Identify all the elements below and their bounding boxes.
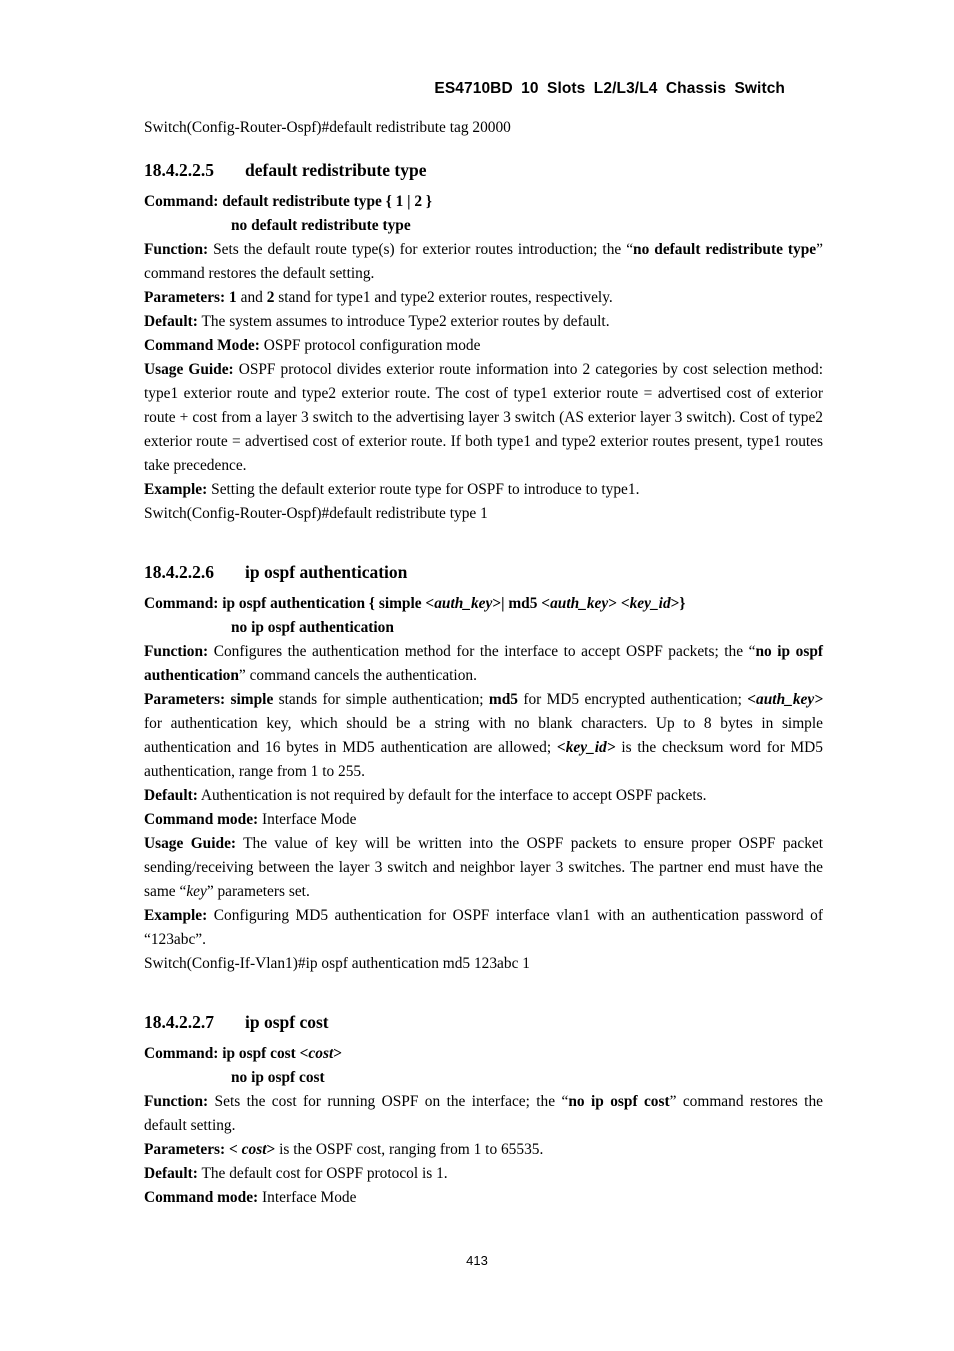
command-no-line: no default redistribute type (231, 217, 411, 234)
section-number: 18.4.2.2.5 (144, 160, 214, 180)
command-no-line: no ip ospf cost (231, 1069, 325, 1086)
command-line: Command: ip ospf cost <cost> (144, 1045, 342, 1062)
running-header: ES4710BD 10 Slots L2/L3/L4 Chassis Switch (434, 80, 785, 97)
example-paragraph: Example: Setting the default exterior route type for OSPF to introduce to type1. (144, 481, 640, 498)
command-line: Command: default redistribute type { 1 | 2 } (144, 193, 432, 210)
parameters-paragraph: Parameters: simple stands for simple authentication; md5 for MD5 encrypted authentication; <auth_key> for authentication key, which should be a string with no blank characters. Up to 8 bytes in simple authentication and 16 bytes in MD5 authentication are allowed; <key_id> is the checksum word for MD5 authentication, range from 1 to 255. (144, 691, 823, 780)
section-ip-ospf-cost (144, 1009, 823, 1210)
parameters-paragraph: Parameters: 1 and 2 stand for type1 and type2 exterior routes, respectively. (144, 289, 613, 306)
function-paragraph: Function: Sets the default route type(s) for exterior routes introduction; the “no default redistribute type” command restores the default setting. (144, 241, 823, 282)
section-heading (144, 559, 823, 585)
example-paragraph: Example: Configuring MD5 authentication for OSPF interface vlan1 with an authentication password of “123abc”. (144, 907, 823, 948)
function-paragraph: Function: Configures the authentication method for the interface to accept OSPF packets; the “no ip ospf authentication” command cancels the authentication. (144, 643, 824, 684)
example-command: Switch(Config-Router-Ospf)#default redistribute type 1 (144, 505, 488, 522)
parameters-paragraph: Parameters: < cost> is the OSPF cost, ranging from 1 to 65535. (144, 1141, 544, 1158)
page-body (144, 116, 823, 1210)
section-title: ip ospf authentication (245, 562, 408, 582)
section-number: 18.4.2.2.6 (144, 562, 214, 582)
function-paragraph: Function: Sets the cost for running OSPF on the interface; the “no ip ospf cost” command restores the default setting. (144, 1093, 823, 1134)
section-ip-ospf-authentication (144, 559, 823, 976)
default-paragraph: Default: The default cost for OSPF protocol is 1. (144, 1165, 448, 1182)
command-line: Command: ip ospf authentication { simple <auth_key>| md5 <auth_key> <key_id>} (144, 595, 686, 612)
usage-guide-paragraph: Usage Guide: The value of key will be written into the OSPF packets to ensure proper OSPF packet sending/receiving between the layer 3 switch and neighbor layer 3 switches. The partner end must have the same “key” parameters set. (144, 835, 823, 900)
page-number: 413 (466, 1253, 488, 1268)
default-paragraph: Default: Authentication is not required by default for the interface to accept OSPF packets. (144, 787, 707, 804)
command-mode-paragraph: Command Mode: OSPF protocol configuration mode (144, 337, 481, 354)
section-title: default redistribute type (245, 160, 427, 180)
section-heading (144, 1009, 823, 1035)
command-no-line: no ip ospf authentication (231, 619, 394, 636)
example-command: Switch(Config-Router-Ospf)#default redistribute tag 20000 (144, 119, 511, 136)
command-mode-paragraph: Command mode: Interface Mode (144, 811, 357, 828)
section-number: 18.4.2.2.7 (144, 1012, 214, 1032)
usage-guide-paragraph: Usage Guide: OSPF protocol divides exterior route information into 2 categories by cost selection method: type1 exterior route and type2 exterior route. The cost of type1 exterior route = advertised cost of exterior route + cost from a layer 3 switch to the advertising layer 3 switch (AS exterior layer 3 switch). Cost of type2 exterior route = advertised cost of exterior route. If both type1 and type2 exterior routes present, type1 routes take precedence. (144, 361, 823, 474)
default-paragraph: Default: The system assumes to introduce Type2 exterior routes by default. (144, 313, 610, 330)
section-default-redistribute-type (144, 157, 823, 526)
command-mode-paragraph: Command mode: Interface Mode (144, 1189, 357, 1206)
example-command: Switch(Config-If-Vlan1)#ip ospf authentication md5 123abc 1 (144, 955, 530, 972)
section-title: ip ospf cost (245, 1012, 329, 1032)
section-heading (144, 157, 823, 183)
